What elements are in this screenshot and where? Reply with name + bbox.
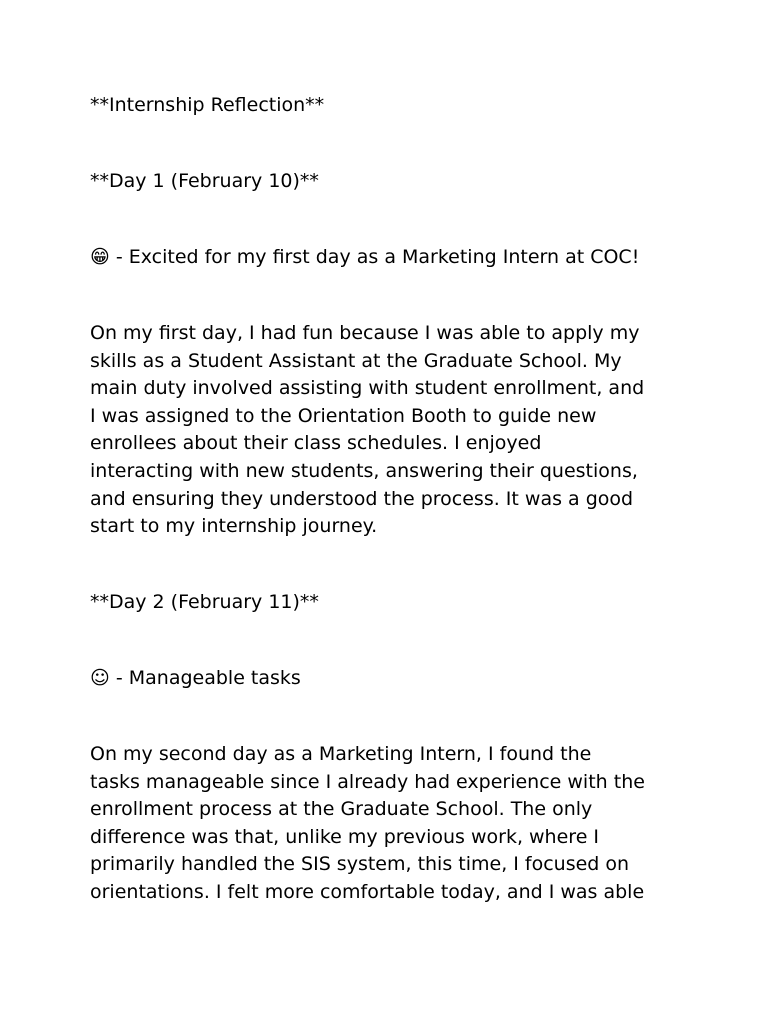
day1-body bbox=[90, 320, 690, 541]
day2-body-line: On my second day as a Marketing Intern, I found the bbox=[90, 743, 592, 765]
day1-body-line: On my first day, I had fun because I was able to apply my bbox=[90, 322, 640, 344]
day1-body-line: enrollees about their class schedules. I enjoyed bbox=[90, 432, 542, 455]
day2-heading: **Day 2 (February 11)** bbox=[90, 591, 319, 613]
day1-body-line: skills as a Student Assistant at the Graduate School. My bbox=[90, 349, 622, 372]
day2-body-line: orientations. I felt more comfortable today, and I was able bbox=[90, 880, 645, 903]
day2-body-line: tasks manageable since I already had experience with the bbox=[90, 770, 645, 793]
day1-body-line: and ensuring they understood the process. It was a good bbox=[90, 487, 634, 510]
day2-mood: ☺ - Manageable tasks bbox=[90, 667, 301, 689]
day1-heading: **Day 1 (February 10)** bbox=[90, 170, 319, 192]
day1-mood: 😁 - Excited for my first day as a Marketing Intern at COC! bbox=[90, 246, 640, 268]
day1-body-line: I was assigned to the Orientation Booth to guide new bbox=[90, 404, 597, 427]
day1-body-line: interacting with new students, answering their questions, bbox=[90, 459, 638, 482]
document-title: **Internship Reflection** bbox=[90, 94, 325, 116]
day2-body-line: enrollment process at the Graduate School. The only bbox=[90, 798, 593, 821]
day2-body-line: primarily handled the SIS system, this time, I focused on bbox=[90, 853, 630, 876]
day1-body-line: main duty involved assisting with student enrollment, and bbox=[90, 377, 645, 400]
day1-body-line: start to my internship journey. bbox=[90, 515, 378, 538]
day2-body-line: difference was that, unlike my previous work, where I bbox=[90, 825, 600, 848]
day2-body bbox=[90, 741, 690, 907]
